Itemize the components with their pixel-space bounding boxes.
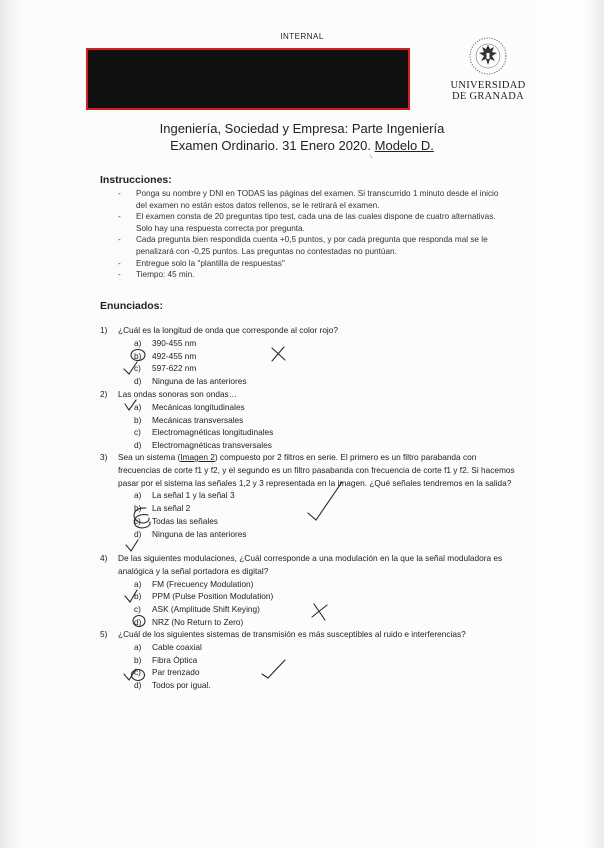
option-c[interactable]: c) Par trenzado — [134, 667, 200, 678]
question-text: De las siguientes modulaciones, ¿Cuál corresponde a una modulación en la que la señal moduladora es analógica y la señal portadora es digital? — [118, 553, 503, 576]
instruction-item: - El examen consta de 20 preguntas tipo test, cada una de las cuales dispone de cuatro alternativas. Solo hay una respuesta correcta por pregunta. — [118, 211, 508, 234]
checkmark-icon — [126, 540, 138, 551]
university-name-line1: UNIVERSIDAD — [450, 80, 526, 91]
exam-date: Examen Ordinario. 31 Enero 2020. — [170, 138, 372, 153]
checkmark-icon — [125, 590, 137, 602]
question-text: ¿Cuál de los siguientes sistemas de transmisión es más susceptibles al ruido e interferencias? — [118, 629, 466, 639]
exam-title-line1: Ingeniería, Sociedad y Empresa: Parte Ingeniería — [159, 121, 445, 136]
circle-mark-icon — [131, 350, 145, 361]
question-number: 5) — [100, 629, 108, 639]
question-number: 4) — [100, 553, 108, 563]
option-b[interactable]: b) Fibra Óptica — [134, 654, 198, 665]
checkmark-icon — [308, 482, 342, 520]
option-d[interactable]: d) NRZ (No Return to Zero) — [134, 616, 244, 627]
question-number: 2) — [100, 389, 108, 399]
instruction-item: - Ponga su nombre y DNI en TODAS las páginas del examen. Si transcurrido 1 minuto desde el inicio del examen no están estos datos rellenos, se le retirará el examen. — [118, 188, 508, 211]
option-d[interactable]: d) Ninguna de las anteriores — [134, 528, 247, 539]
question-number: 1) — [100, 325, 108, 335]
option-b[interactable]: b) PPM (Pulse Position Modulation) — [134, 591, 274, 602]
university-name-line2: DE GRANADA — [451, 91, 525, 102]
instructions-heading: Instrucciones: — [100, 174, 172, 186]
circle-mark-icon — [132, 670, 145, 681]
checkmark-icon — [125, 400, 136, 410]
option-b[interactable]: b) La señal 2 — [134, 503, 191, 514]
option-a[interactable]: a) FM (Frecuency Modulation) — [134, 578, 254, 589]
question-number: 3) — [100, 452, 108, 462]
image-2-link[interactable]: Imagen 2 — [180, 452, 215, 462]
instruction-item: - Tiempo: 45 min. — [118, 269, 508, 281]
instruction-item: - Entregue solo la "plantilla de respuestas" — [118, 258, 508, 270]
option-d[interactable]: d) Todos por igual. — [134, 680, 211, 691]
option-c[interactable]: c) ASK (Amplitude Shift Keying) — [134, 604, 260, 615]
option-a[interactable]: a) Mecánicas longitudinales — [134, 401, 245, 412]
instruction-item: - Cada pregunta bien respondida cuenta +0,5 puntos, y por cada pregunta que responda mal se le penalizará con -0,25 puntos. Las preguntas no contestadas no puntúan. — [118, 234, 508, 257]
option-b[interactable]: b) Mecánicas transversales — [134, 414, 244, 425]
option-d[interactable]: d) Ninguna de las anteriores — [134, 376, 247, 387]
question-stem: 3) Sea un sistema (Imagen 2) compuesto por 2 filtros en serie. El primero es un filtro parabanda con frecuencias de corte f1 y f2, y el segundo es un filtro pasabanda con frecuencia de corte f1 y f2. Si hacemos pasar por el sistema las señales 1,2 y 3 representada en la imagen. ¿Qué señales tendremos en la salida? — [100, 452, 515, 488]
statements-heading: Enunciados: — [100, 300, 164, 312]
question-text: Las ondas sonoras son ondas… — [118, 389, 238, 399]
cross-mark-icon — [272, 347, 285, 361]
checkmark-icon — [262, 660, 285, 678]
option-c[interactable]: c) Todas las señales — [134, 515, 218, 526]
exam-model: Modelo D. — [374, 138, 434, 153]
option-a[interactable]: a) Cable coaxial — [134, 641, 202, 652]
option-a[interactable]: a) La señal 1 y la señal 3 — [134, 490, 235, 501]
circle-mark-icon — [134, 508, 149, 523]
option-c[interactable]: c) 597-622 nm — [134, 363, 197, 374]
circle-mark-icon — [133, 616, 145, 627]
classification-label: INTERNAL — [280, 32, 324, 41]
option-d[interactable]: d) Electromagnéticas transversales — [134, 440, 272, 451]
cross-mark-icon — [312, 604, 327, 620]
option-c[interactable]: c) Electromagnéticas longitudinales — [134, 427, 274, 438]
option-a[interactable]: a) 390-455 nm — [134, 337, 197, 348]
checkmark-icon — [124, 362, 137, 374]
option-b[interactable]: b) 492-455 nm — [134, 350, 197, 361]
question-text: ¿Cuál es la longitud de onda que corresponde al color rojo? — [118, 325, 339, 335]
